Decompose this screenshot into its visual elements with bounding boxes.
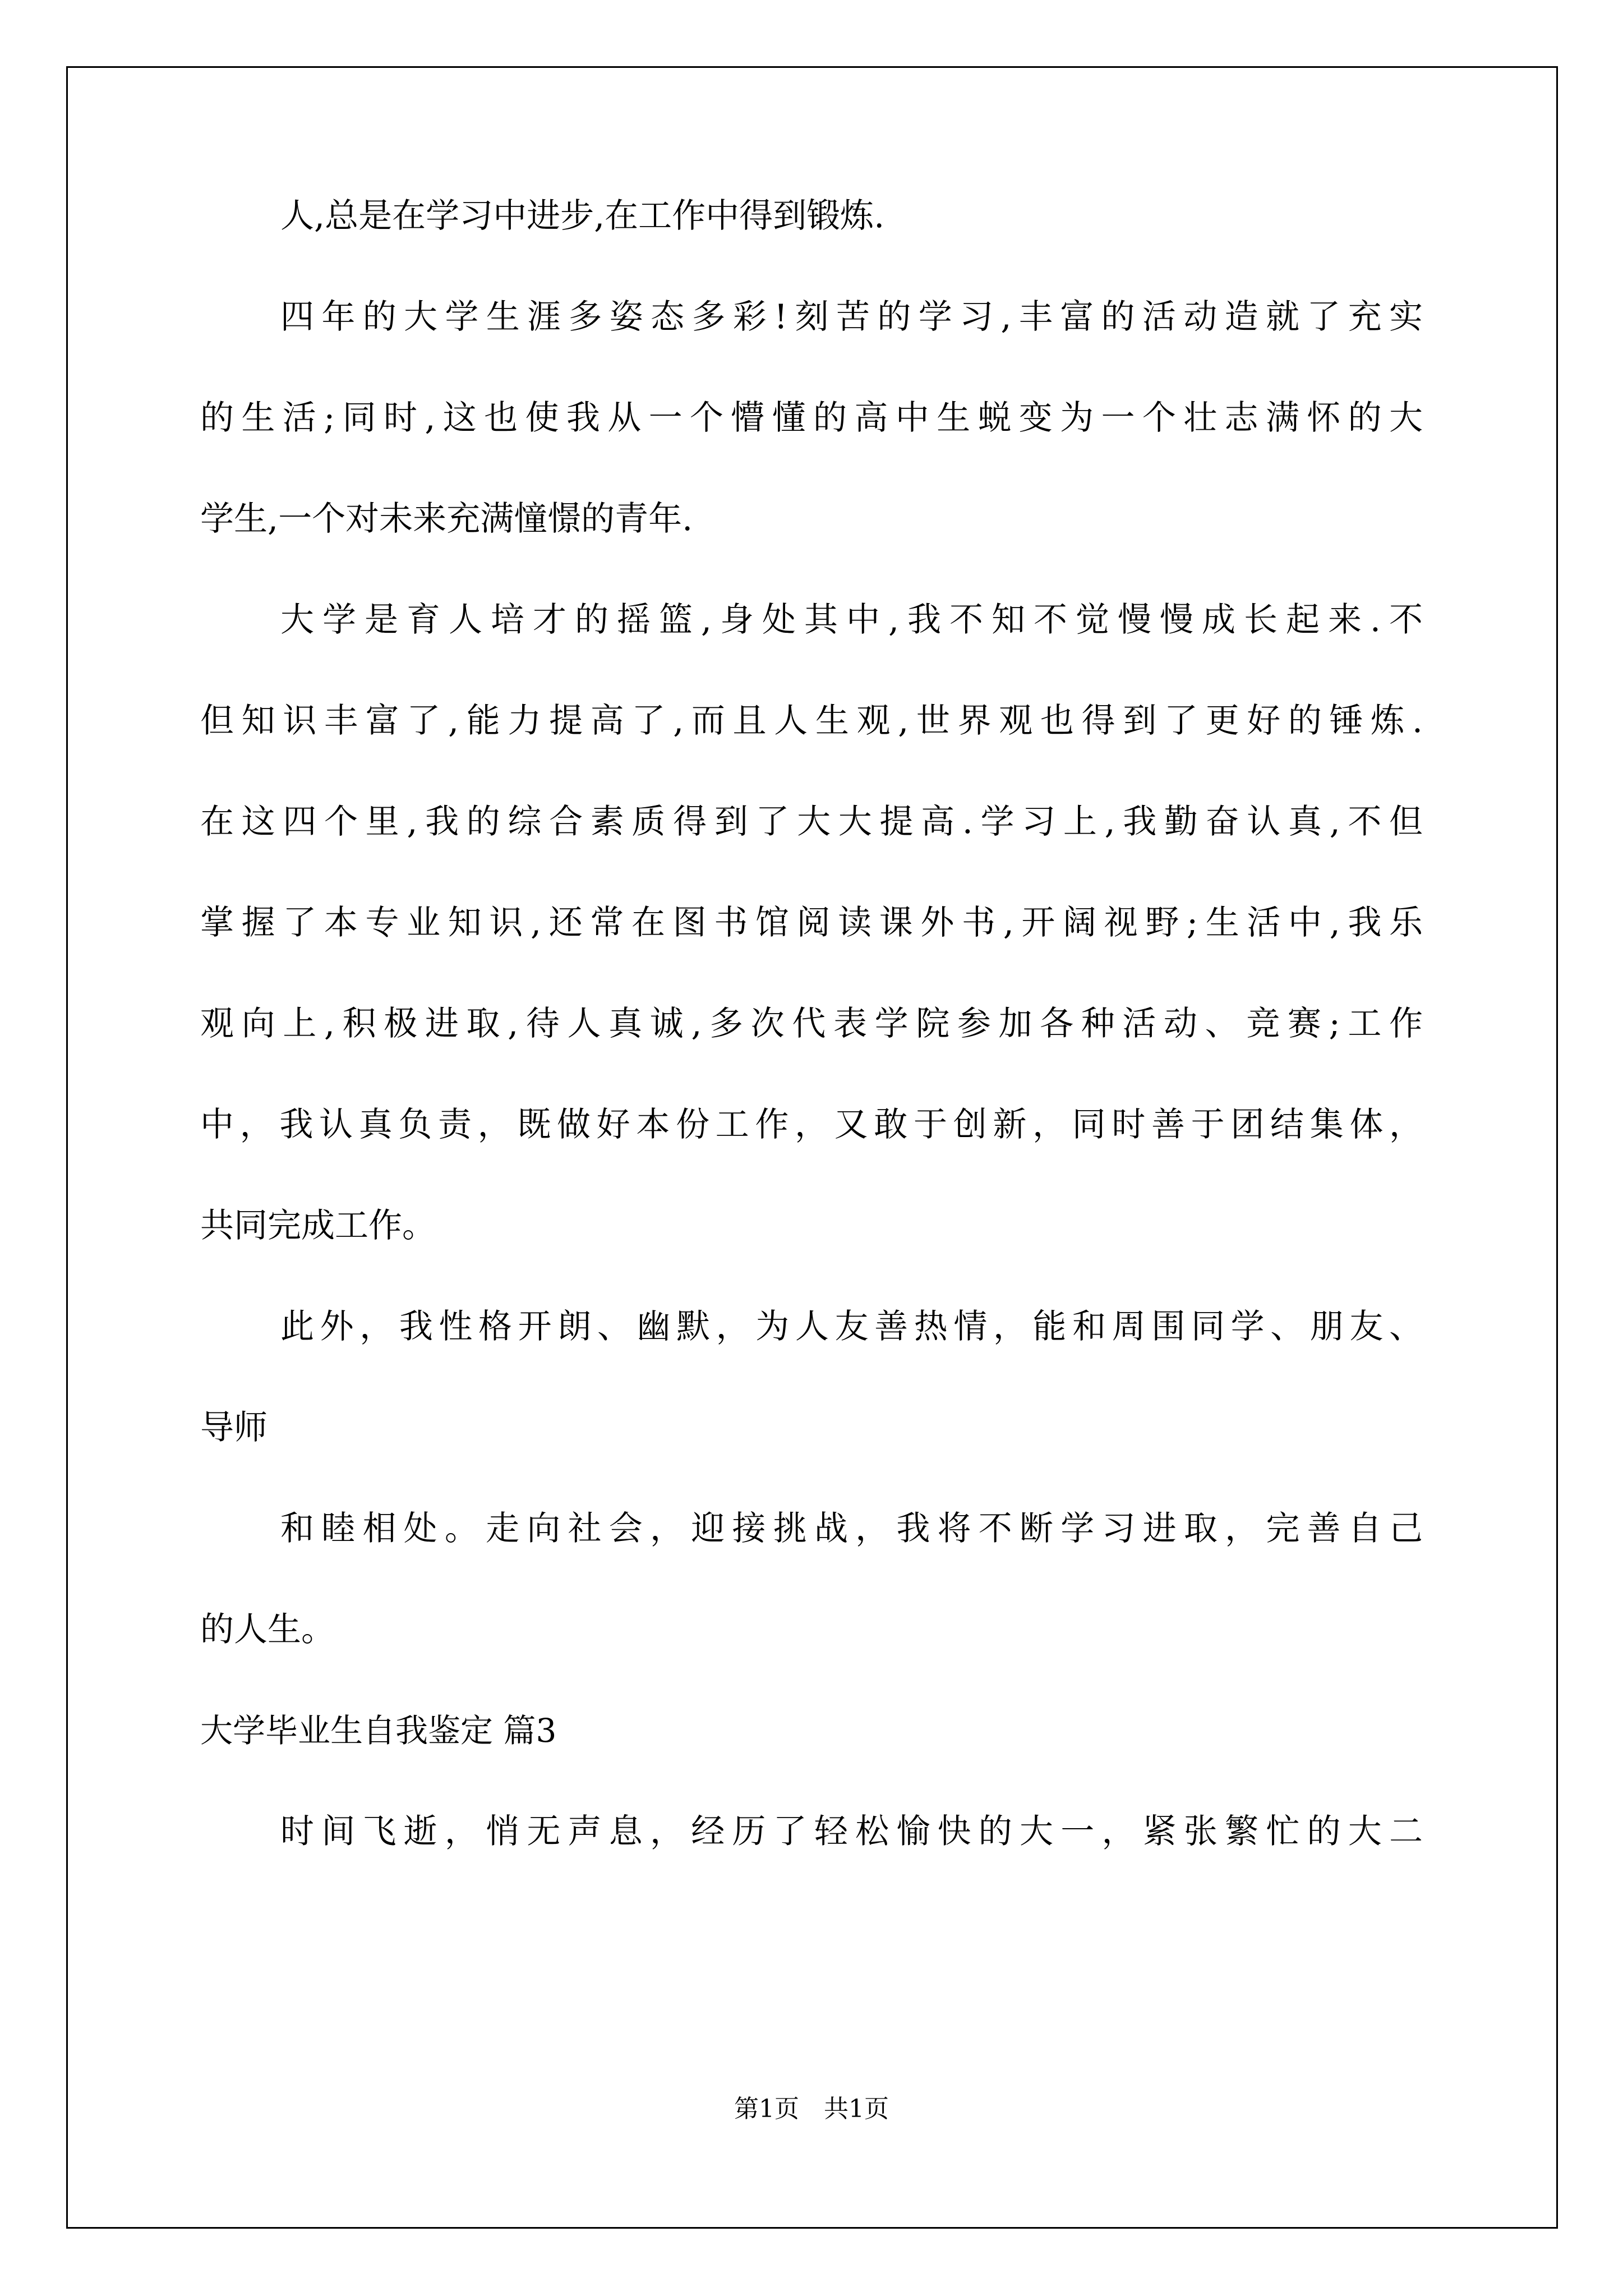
- text-line: 人,总是在学习中进步,在工作中得到锻炼.: [280, 196, 885, 236]
- text-line: 共同完成工作。: [200, 1206, 436, 1245]
- text-line: 在这四个里,我的综合素质得到了大大提高.学习上,我勤奋认真,不但: [200, 802, 1423, 841]
- text-line: 四年的大学生涯多姿态多彩!刻苦的学习,丰富的活动造就了充实: [280, 297, 1423, 337]
- text-line: 的生活;同时,这也使我从一个懵懂的高中生蜕变为一个壮志满怀的大: [200, 398, 1423, 438]
- text-line: 和睦相处。走向社会，迎接挑战，我将不断学习进取，完善自己: [280, 1509, 1423, 1548]
- page-border: [66, 66, 1558, 2229]
- text-line: 此外，我性格开朗、幽默，为人友善热情，能和周围同学、朋友、: [280, 1307, 1423, 1346]
- section-heading: 大学毕业生自我鉴定 篇3: [200, 1711, 557, 1750]
- text-line: 时间飞逝，悄无声息，经历了轻松愉快的大一，紧张繁忙的大二: [280, 1812, 1423, 1851]
- text-line: 大学是育人培才的摇篮,身处其中,我不知不觉慢慢成长起来.不: [280, 600, 1423, 639]
- text-line: 观向上,积极进取,待人真诚,多次代表学院参加各种活动、竞赛;工作: [200, 1004, 1423, 1043]
- text-line: 的人生。: [200, 1610, 335, 1649]
- text-line: 中，我认真负责，既做好本份工作，又敢于创新，同时善于团结集体，: [200, 1105, 1423, 1144]
- text-line: 掌握了本专业知识,还常在图书馆阅读课外书,开阔视野;生活中,我乐: [200, 903, 1423, 942]
- text-line: 导师: [200, 1408, 268, 1447]
- text-line: 但知识丰富了,能力提高了,而且人生观,世界观也得到了更好的锤炼.: [200, 701, 1423, 740]
- page-footer: 第1页 共1页: [734, 2095, 889, 2123]
- text-line: 学生,一个对未来充满憧憬的青年.: [200, 499, 693, 539]
